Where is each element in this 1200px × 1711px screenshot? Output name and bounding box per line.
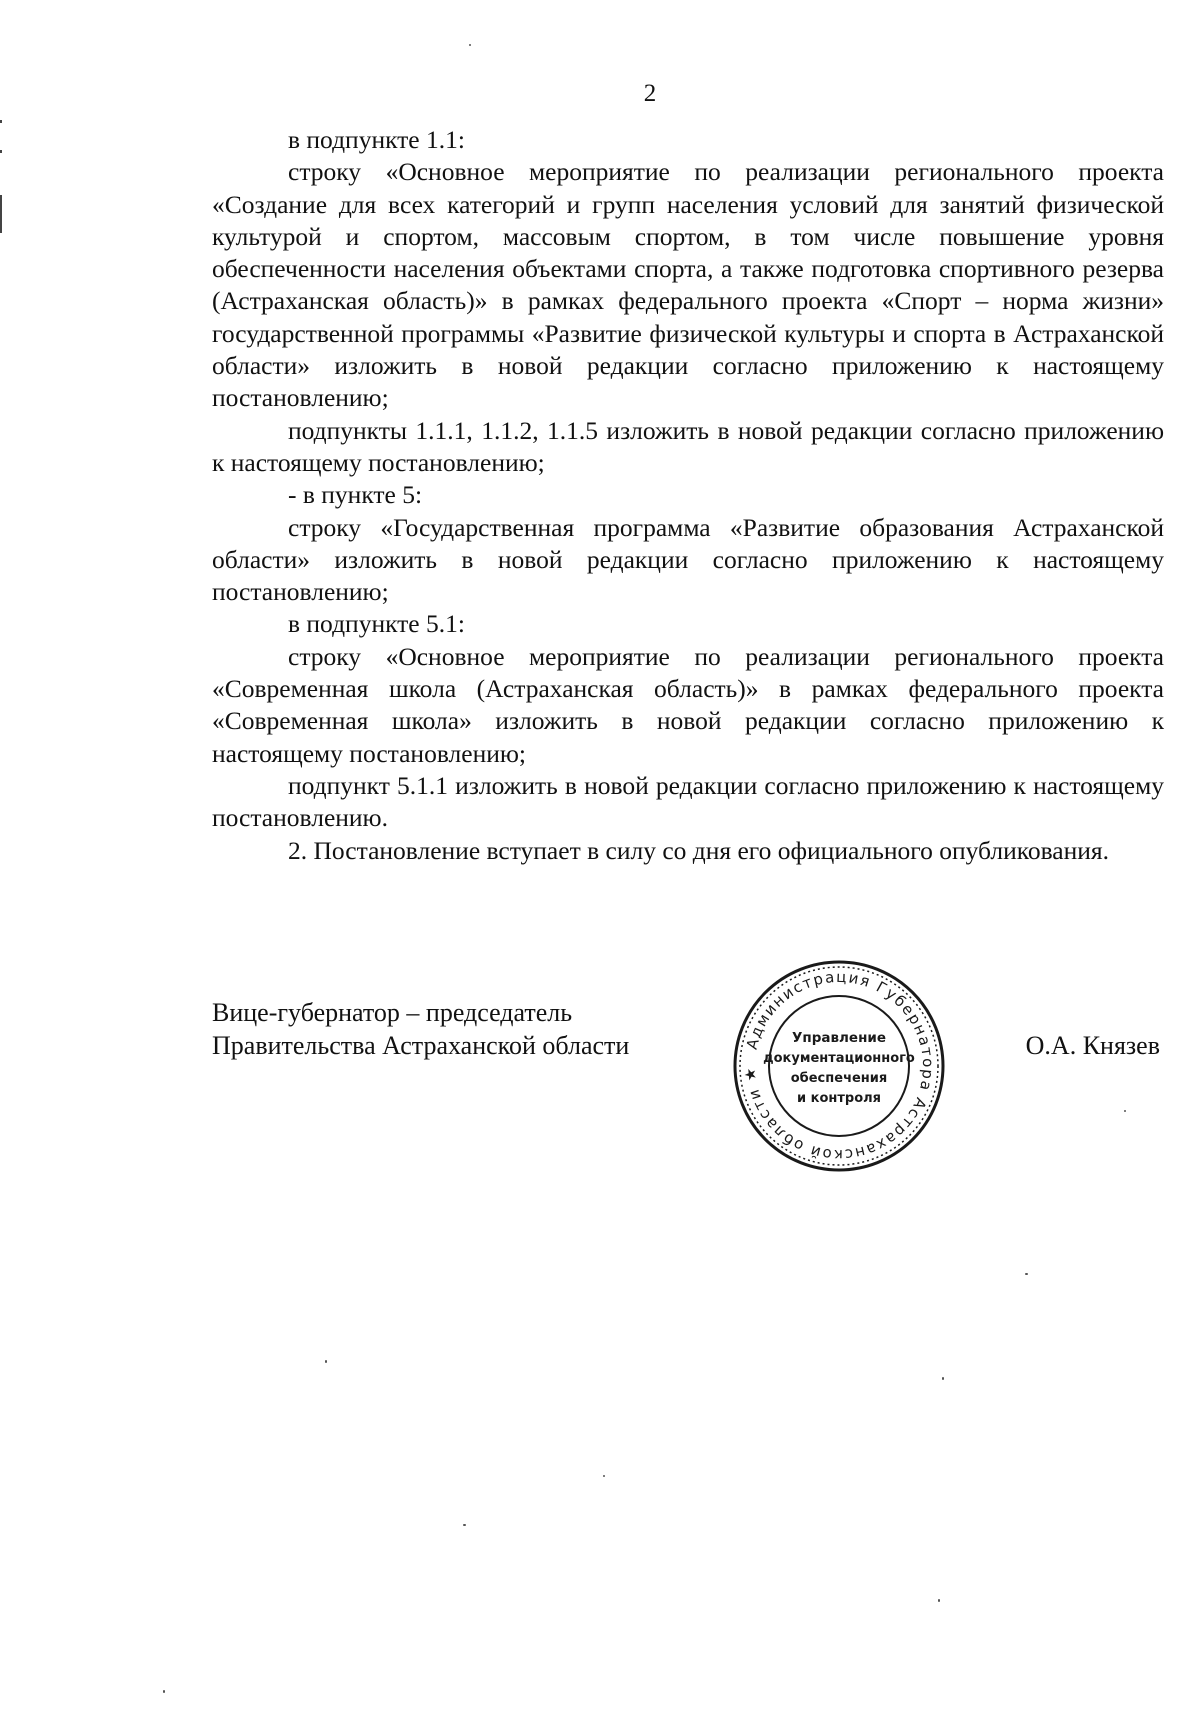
scan-speck xyxy=(1025,1273,1028,1275)
signer-title xyxy=(212,996,629,1062)
signature-block xyxy=(212,967,1164,1176)
document-body xyxy=(212,124,1164,867)
scan-speck xyxy=(325,1360,327,1363)
scan-speck xyxy=(463,1524,466,1526)
official-seal-stamp xyxy=(729,956,949,1176)
scan-speck xyxy=(942,1377,944,1380)
scan-speck xyxy=(1124,1110,1126,1112)
seal-center-line: документационного xyxy=(763,1051,915,1066)
paragraph: строку «Государственная программа «Развитие образования Астраханской области» изложить в новой редакции согласно приложению к настоящему постановлению; xyxy=(212,512,1164,607)
signer-name: О.А. Князев xyxy=(1025,1031,1160,1060)
page-number: 2 xyxy=(643,80,657,107)
scan-edge-mark xyxy=(0,150,2,153)
paragraph: строку «Основное мероприятие по реализации регионального проекта «Современная школа (Астраханская область)» в рамках федерального проекта «Современная школа» изложить в новой редакции согласно приложению к настоящему постановлению; xyxy=(212,641,1164,768)
seal-center-line: Управление xyxy=(791,1030,887,1046)
scan-speck xyxy=(603,1475,605,1477)
seal-ring-textpath: Администрация Губернатора Астраханской области ★ xyxy=(740,967,938,1165)
signer-title-line: Вице-губернатор – председатель xyxy=(212,998,573,1027)
scan-speck xyxy=(469,44,471,46)
paragraph: подпункт 5.1.1 изложить в новой редакции согласно приложению к настоящему постановлению. xyxy=(212,770,1164,833)
scan-speck xyxy=(163,1690,165,1693)
seal-center-line: и контроля xyxy=(796,1091,882,1106)
scan-edge-mark xyxy=(0,195,2,233)
seal-center-line: обеспечения xyxy=(790,1071,888,1086)
paragraph: подпункты 1.1.1, 1.1.2, 1.1.5 изложить в новой редакции согласно приложению к настоящему постановлению; xyxy=(212,415,1164,477)
paragraph: 2. Постановление вступает в силу со дня его официального опубликования. xyxy=(288,835,1109,865)
paragraph: в подпункте 1.1: xyxy=(288,125,465,154)
scan-edge-mark xyxy=(0,120,2,123)
paragraph: в подпункте 5.1: xyxy=(288,609,465,639)
paragraph: - в пункте 5: xyxy=(288,480,423,510)
scan-speck xyxy=(938,1599,940,1602)
seal-graphic xyxy=(729,956,949,1176)
paragraph: строку «Основное мероприятие по реализации регионального проекта «Создание для всех категорий и групп населения условий для занятий физической культурой и спортом, массовым спортом, в том числе повышение уровня обеспеченности населения объектами спорта, а также подготовка спортивного резерва (Астраханская область)» в рамках федерального проекта «Спорт – норма жизни» государственной программы «Развитие физической культуры и спорта в Астраханской области» изложить в новой редакции согласно приложению к настоящему постановлению; xyxy=(212,157,1164,413)
signer-title-line: Правительства Астраханской области xyxy=(212,1031,630,1060)
